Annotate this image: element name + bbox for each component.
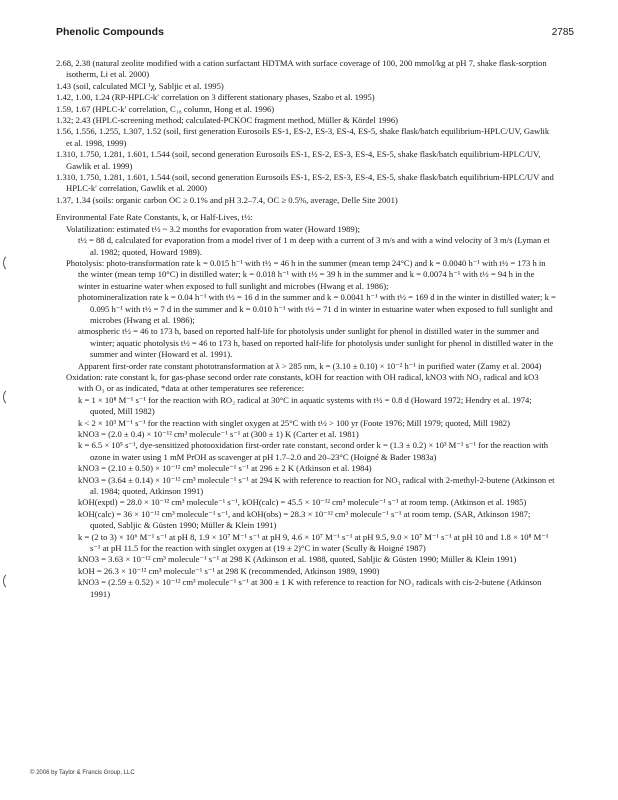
text-line: 1.310, 1.750, 1.281, 1.601, 1.544 (soil, second generation Eurosoils ES-1, ES-2, ES-3, ES-4, ES-5, shake flask/batch equilibrium-HPLC/UV and HPLC-k′ correlation, Gawlik et al. 2000) — [56, 172, 554, 194]
text-line: 1.56, 1.556, 1.255, 1.307, 1.52 (soil, first generation Eurosoils ES-1, ES-2, ES-3, ES-4, ES-5, shake flask/batch equilibrium-HPLC/UV, Gawlik et al. 1998, 1999) — [56, 126, 550, 148]
punch-hole-mark — [3, 572, 20, 590]
document-body — [56, 58, 556, 600]
text-line: kNO3 = 3.63 × 10⁻¹² cm³ molecule⁻¹ s⁻¹ at 298 K (Atkinson et al. 1988, quoted, Sabljic & Güsten 1990; Müller & Klein 1991) — [78, 554, 517, 565]
text-line: 1.32; 2.43 (HPLC-screening method; calculated-PCKOC fragment method, Müller & Kördel 1996) — [56, 115, 399, 126]
text-line: k = 6.5 × 10⁵ s⁻¹, dye-sensitized photooxidation first-order rate constant, second order k = (1.3 ± 0.2) × 10³ M⁻¹ s⁻¹ for the reaction with ozone in water using 1 mM PrOH as scavenger at pH 1.7–2.0 and 20–23°C (Hoigné & Bader 1983a) — [78, 440, 549, 462]
punch-hole-mark — [3, 254, 20, 272]
text-line: kNO3 = (2.0 ± 0.4) × 10⁻¹² cm³ molecule⁻¹ s⁻¹ at (300 ± 1) K (Carter et al. 1981) — [78, 429, 359, 439]
section-heading: Environmental Fate Rate Constants, k, or Half-Lives, t½: — [56, 212, 253, 223]
text-line: kNO3 = (2.10 ± 0.50) × 10⁻¹² cm³ molecule⁻¹ s⁻¹ at 296 ± 2 K (Atkinson et al. 1984) — [78, 463, 372, 474]
text-line: k = (2 to 3) × 10⁶ M⁻¹ s⁻¹ at pH 8, 1.9 × 10⁷ M⁻¹ s⁻¹ at pH 9, 4.6 × 10⁷ M⁻¹ s⁻¹ at pH 9.5, 9.0 × 10⁷ M⁻¹ s⁻¹ at pH 10 and 1.8 × 10⁸ M⁻¹ s⁻¹ at pH 11.5 for the reaction with singlet oxygen at (19 ± 2)°C in water (Scully & Hoigné 1987) — [78, 531, 549, 554]
text-line: 1.43 (soil, calculated MCI ¹χ, Sabljic et al. 1995) — [56, 80, 224, 91]
text-line: t½ = 88 d, calculated for evaporation from a model river of 1 m deep with a current of 3 m/s and with a wind velocity of 3 m/s (Lyman et al. 1982; quoted, Howard 1989). — [78, 235, 550, 257]
text-line: kOH(exptl) = 28.0 × 10⁻¹² cm³ molecule⁻¹ s⁻¹, kOH(calc) = 45.5 × 10⁻¹² cm³ molecule⁻¹ s⁻¹ at room temp. (Atkinson et al. 1985) — [78, 497, 527, 508]
punch-hole-mark — [3, 388, 20, 406]
text-line: 1.37, 1.34 (soils: organic carbon OC ≥ 0.1% and pH 3.2–7.4, OC ≥ 0.5%, average, Delle Site 2001) — [56, 194, 398, 205]
copyright-footer: © 2006 by Taylor & Francis Group, LLC — [30, 770, 135, 776]
text-line: 2.68, 2.38 (natural zeolite modified with a cation surfactant HDTMA with surface coverage of 100, 200 mmol/kg at pH 7, shake flask-sorption isotherm, Li et al. 2000) — [56, 58, 547, 80]
page-number: 2785 — [551, 27, 574, 38]
text-line: 1.310, 1.750, 1.281, 1.601, 1.544 (soil, second generation Eurosoils ES-1, ES-2, ES-3, ES-4, ES-5, shake flask/batch equilibrium-HPLC/UV, Gawlik et al. 1999) — [56, 149, 541, 171]
running-header-title: Phenolic Compounds — [56, 26, 164, 38]
text-line: Volatilization: estimated t½ ~ 3.2 months for evaporation from water (Howard 1989); — [66, 223, 360, 234]
text-line: kOH = 26.3 × 10⁻¹² cm³ molecule⁻¹ s⁻¹ at 298 K (recommended, Atkinson 1989, 1990) — [78, 565, 380, 576]
text-line: photomineralization rate k = 0.04 h⁻¹ with t½ = 16 d in the summer and k = 0.0041 h⁻¹ with t½ = 169 d in the winter in distilled water; k = 0.095 h⁻¹ with t½ = 7 d in the summer and k = 0.010 h⁻¹ with t½ = 71 d in winter in estuarine water when exposed to full sunlight and microbes (Hwang et al. 1986); — [78, 292, 556, 325]
text-line: kNO3 = (2.59 ± 0.52) × 10⁻¹² cm³ molecule⁻¹ s⁻¹ at 300 ± 1 K with reference to reaction for NO₃ radicals with cis-2-butene (Atkinson 1991) — [78, 577, 542, 599]
text-line: 1.59, 1.67 (HPLC-k′ correlation, C₁₈ column, Hong et al. 1996) — [56, 103, 275, 114]
text-line: k < 2 × 10³ M⁻¹ s⁻¹ for the reaction with singlet oxygen at 25°C with t½ > 100 yr (Foote 1976; Mill 1979; quoted, Mill 1982) — [78, 417, 510, 428]
text-line: atmospheric t½ = 46 to 173 h, based on reported half-life for photolysis under sunlight for phenol in distilled water in the summer and winter; aquatic photolysis t½ = 46 to 173 h, based on reported half-life for photolysis under sunlight for phenol in distilled water in the summer and winter (Howard et al. 1991). — [78, 326, 554, 360]
text-line: Photolysis: photo-transformation rate k = 0.015 h⁻¹ with t½ = 46 h in the summer (mean temp 24°C) and k = 0.0040 h⁻¹ with t½ = 173 h in the winter (mean temp 10°C) in distilled water; k = 0.018 h⁻¹ with t½ = 39 h in the summer and k = 0.0074 h⁻¹ with t½ = 94 h in the winter in estuarine water when exposed to full sunlight and microbes (Hwang et al. 1986); — [66, 257, 546, 291]
text-line: Apparent first-order rate constant phototransformation at λ > 285 nm, k = (3.10 ± 0.10) × 10⁻² h⁻¹ in purified water (Zamy et al. 2004) — [78, 360, 542, 371]
text-line: k = 1 × 10⁸ M⁻¹ s⁻¹ for the reaction with RO₂ radical at 30°C in aquatic systems with t½ = 0.8 d (Howard 1972; Hendry et al. 1974; quoted, Mill 1982) — [78, 394, 532, 417]
text-line: kNO3 = (3.64 ± 0.14) × 10⁻¹² cm³ molecule⁻¹ s⁻¹ at 294 K with reference to reaction for NO₃ radical with 2-methyl-2-butene (Atkinson et al. 1984; quoted, Atkinson 1991) — [78, 474, 555, 497]
text-line: Oxidation: rate constant k, for gas-phase second order rate constants, kOH for reaction with OH radical, kNO3 with NO₃ radical and kO3 with O₃ or as indicated, *data at other temperatures see reference: — [66, 371, 539, 394]
text-line: 1.42, 1.00, 1.24 (RP-HPLC-k′ correlation on 3 different stationary phases, Szabo et al. 1995) — [56, 92, 375, 103]
text-line: kOH(calc) = 36 × 10⁻¹² cm³ molecule⁻¹ s⁻¹, and kOH(obs) = 28.3 × 10⁻¹² cm³ molecule⁻¹ s⁻¹ at room temp. (SAR, Atkinson 1987; quoted, Sabljic & Güsten 1990; Müller & Klein 1991) — [78, 508, 531, 531]
